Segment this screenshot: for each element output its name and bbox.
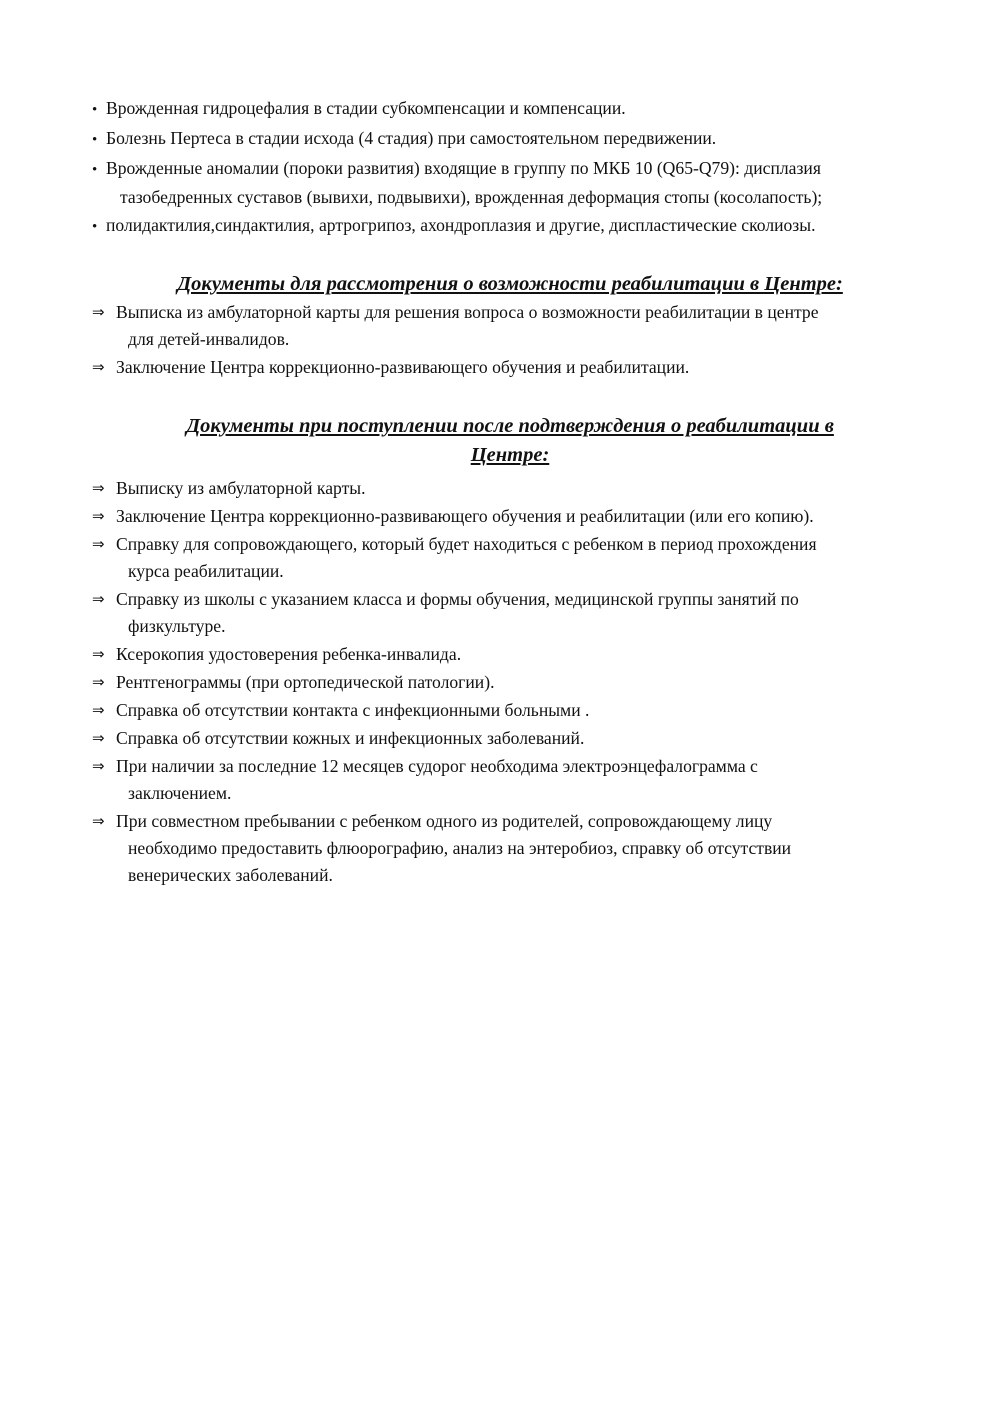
list-item-text: Заключение Центра коррекционно-развивающего обучения и реабилитации (или его копию). — [116, 506, 814, 526]
list-item-continuation: заключением. — [128, 783, 232, 803]
arrow-right-icon: ⇒ — [92, 535, 105, 553]
arrow-right-icon: ⇒ — [92, 590, 105, 608]
list-item — [92, 641, 928, 668]
list-item — [92, 725, 928, 752]
list-item — [92, 475, 928, 502]
section-heading-admission-documents — [92, 412, 928, 470]
arrow-right-icon: ⇒ — [92, 507, 105, 525]
list-item-text: Рентгенограммы (при ортопедической патологии). — [116, 672, 495, 692]
arrow-right-icon: ⇒ — [92, 673, 105, 691]
list-item-text: Выписку из амбулаторной карты. — [116, 478, 366, 498]
list-item — [92, 808, 928, 889]
list-item-text: Справка об отсутствии контакта с инфекционными больными . — [116, 700, 590, 720]
list-item-text: Болезнь Пертеса в стадии исхода (4 стадия) при самостоятельном передвижении. — [106, 128, 717, 148]
list-item-text: Врожденная гидроцефалия в стадии субкомпенсации и компенсации. — [106, 98, 626, 118]
list-item-text: При совместном пребывании с ребенком одного из родителей, сопровождающему лицу — [116, 811, 773, 831]
list-item — [92, 95, 937, 124]
list-item — [92, 669, 928, 696]
list-item-text: Ксерокопия удостоверения ребенка-инвалида. — [116, 644, 462, 664]
list-item — [92, 125, 937, 154]
list-item-text: При наличии за последние 12 месяцев судорог необходима электроэнцефалограмма с — [116, 756, 758, 776]
arrow-right-icon: ⇒ — [92, 479, 105, 497]
list-item-text: Врожденные аномалии (пороки развития) входящие в группу по МКБ 10 (Q65-Q79): дисплазия — [106, 158, 821, 178]
list-item — [92, 531, 928, 585]
list-item-text: Справку из школы с указанием класса и формы обучения, медицинской группы занятий по — [116, 589, 799, 609]
list-item-text: Заключение Центра коррекционно-развивающего обучения и реабилитации. — [116, 357, 690, 377]
bullet-icon: • — [92, 102, 98, 118]
bullet-icon: • — [92, 132, 98, 148]
bullet-icon: • — [92, 219, 98, 235]
arrow-right-icon: ⇒ — [92, 358, 105, 376]
list-item-continuation: необходимо предоставить флюорографию, анализ на энтеробиоз, справку об отсутствии — [128, 838, 792, 858]
section-heading-line: Центре: — [470, 444, 550, 466]
list-item-continuation: физкультуре. — [128, 616, 226, 636]
diagnosis-list — [92, 95, 937, 241]
list-item-continuation: венерических заболеваний. — [128, 865, 333, 885]
arrow-right-icon: ⇒ — [92, 729, 105, 747]
list-item-continuation: тазобедренных суставов (вывихи, подвывихи), врожденная деформация стопы (косолапость); — [120, 187, 823, 207]
list-item — [92, 299, 928, 353]
list-item — [92, 212, 937, 241]
list-item-text: Справка об отсутствии кожных и инфекционных заболеваний. — [116, 728, 585, 748]
list-item — [92, 503, 928, 530]
list-item-continuation: курса реабилитации. — [128, 561, 284, 581]
list-item-text: полидактилия,синдактилия, артрогрипоз, ахондроплазия и другие, диспластические сколиозы. — [106, 215, 816, 235]
admission-documents-list — [92, 475, 928, 889]
review-documents-list — [92, 299, 928, 381]
list-item — [92, 354, 928, 381]
arrow-right-icon: ⇒ — [92, 812, 105, 830]
list-item — [92, 697, 928, 724]
section-heading-line: Документы при поступлении после подтверждения о реабилитации в — [186, 415, 834, 437]
list-item — [92, 586, 928, 640]
arrow-right-icon: ⇒ — [92, 757, 105, 775]
arrow-right-icon: ⇒ — [92, 303, 105, 321]
section-heading-review-documents: Документы для рассмотрения о возможности реабилитации в Центре: — [177, 273, 843, 295]
arrow-right-icon: ⇒ — [92, 701, 105, 719]
list-item — [92, 155, 937, 211]
list-item-text: Выписка из амбулаторной карты для решения вопроса о возможности реабилитации в центре — [116, 302, 819, 322]
list-item-text: Справку для сопровождающего, который будет находиться с ребенком в период прохождения — [116, 534, 817, 554]
arrow-right-icon: ⇒ — [92, 645, 105, 663]
bullet-icon: • — [92, 162, 98, 178]
list-item — [92, 753, 928, 807]
list-item-continuation: для детей-инвалидов. — [128, 329, 290, 349]
